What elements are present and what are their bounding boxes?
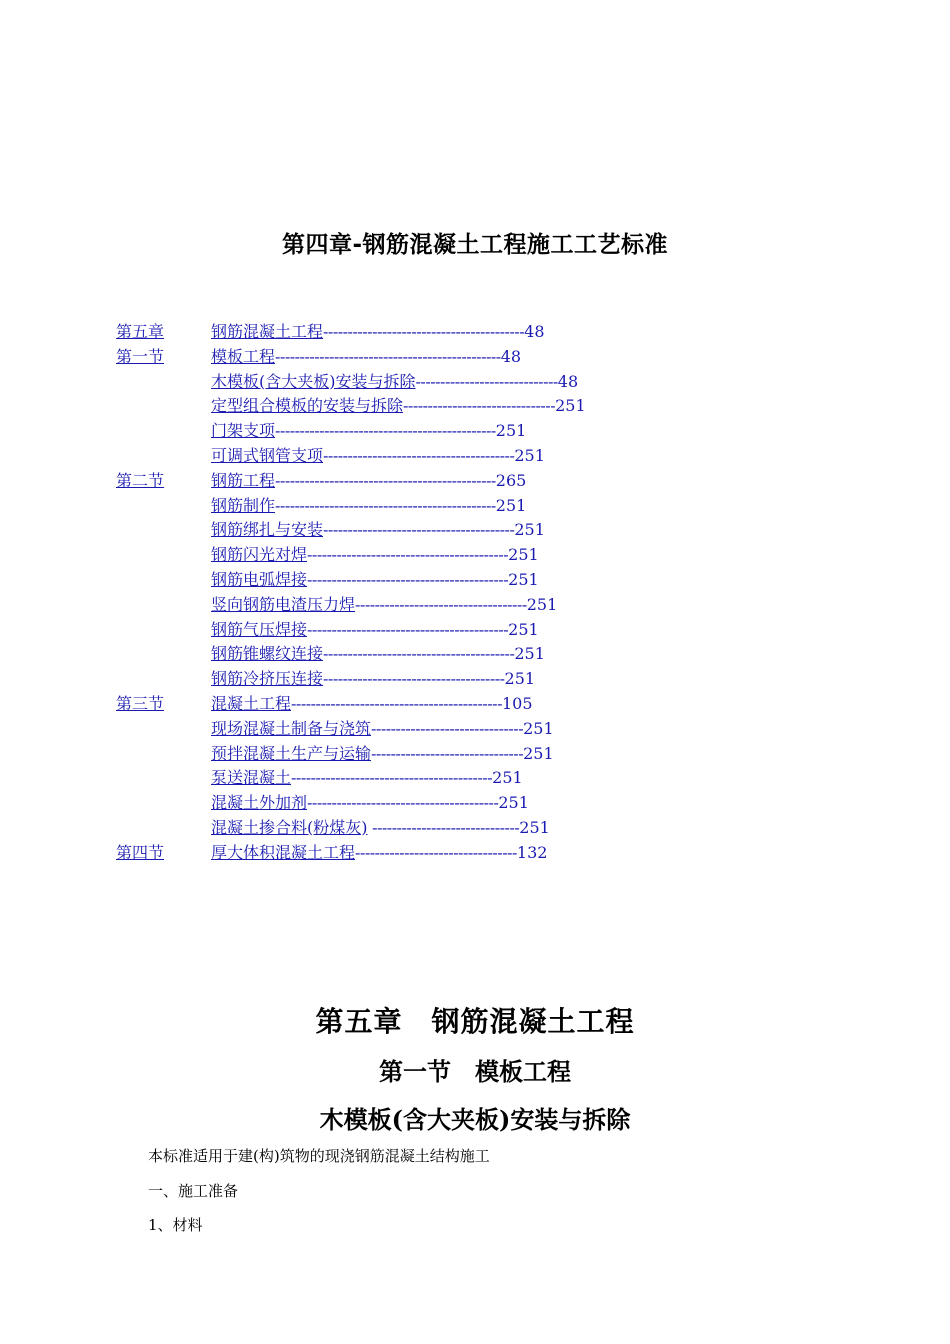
toc-leader-dashes: ------------------------------------------- (291, 693, 502, 713)
toc-item-page: 251 (526, 594, 558, 614)
toc-item-title[interactable]: 钢筋锥螺纹连接 (211, 644, 324, 664)
toc-item-label[interactable]: 第二节 (116, 470, 165, 490)
toc-item-title[interactable]: 模板工程 (211, 346, 276, 366)
toc-item-title[interactable]: 现场混凝土制备与浇筑 (211, 718, 372, 738)
section-heading: 第一节 模板工程 (379, 1057, 571, 1086)
toc-leader-dashes: ------------------------------ (367, 817, 520, 837)
toc-leader-dashes: ------------------------------- (371, 743, 524, 763)
toc-item-page: 251 (514, 520, 545, 540)
toc-item-title[interactable]: 钢筋制作 (211, 495, 276, 515)
toc-item-title[interactable]: 钢筋闪光对焊 (211, 545, 308, 565)
toc-leader-dashes: ----------------------------------------- (291, 768, 493, 788)
toc-item-title[interactable]: 混凝土外加剂 (211, 793, 308, 813)
toc-leader-dashes: ----------------------------------------- (307, 619, 509, 639)
toc-item-page: 48 (524, 322, 545, 341)
toc-item-entry[interactable] (211, 593, 557, 618)
toc-leader-dashes: ---------------------------------------------- (275, 346, 501, 366)
toc-item-label[interactable]: 第五章 (116, 322, 165, 341)
toc-item-page: 251 (492, 768, 523, 788)
toc-item-title[interactable]: 混凝土掺合料(粉煤灰) (211, 817, 368, 837)
toc-leader-dashes: --------------------------------------- (323, 644, 515, 664)
toc-leader-dashes: ------------------------------- (371, 718, 524, 738)
toc-item-entry[interactable] (211, 469, 526, 494)
toc-item-page: 251 (514, 445, 545, 465)
toc-item-entry[interactable] (211, 667, 535, 692)
toc-item-entry[interactable] (211, 320, 545, 345)
chapter-heading: 第五章 钢筋混凝土工程 (315, 1005, 635, 1038)
toc-item-page: 251 (508, 569, 539, 589)
toc-item-entry[interactable] (211, 717, 554, 742)
toc-item-entry[interactable] (211, 742, 554, 767)
toc-item-title[interactable]: 门架支项 (211, 421, 276, 441)
toc-item-page: 251 (523, 743, 554, 763)
toc-item-entry[interactable] (211, 791, 529, 816)
toc-item-entry[interactable] (211, 518, 545, 543)
toc-item-title[interactable]: 钢筋气压焊接 (211, 619, 308, 639)
toc-leader-dashes: ----------------------------------------- (323, 322, 525, 341)
toc-item-label[interactable]: 第四节 (116, 842, 165, 862)
toc-item-entry[interactable] (211, 841, 547, 866)
toc-item-title[interactable]: 钢筋工程 (211, 470, 276, 490)
toc-item-title[interactable]: 钢筋冷挤压连接 (211, 669, 324, 689)
toc-leader-dashes: ----------------------------------------- (307, 545, 509, 565)
toc-item-entry[interactable] (211, 494, 526, 519)
toc-item-entry[interactable] (211, 419, 526, 444)
toc-item-entry[interactable] (211, 766, 523, 791)
toc-item-page: 251 (523, 718, 554, 738)
toc-item-page: 265 (495, 470, 527, 490)
toc-item-entry[interactable] (211, 816, 550, 841)
toc-item-entry[interactable] (211, 370, 578, 395)
toc-item-entry[interactable] (211, 394, 586, 419)
body-paragraph: 一、施工准备 (148, 1182, 239, 1200)
toc-item-page: 251 (514, 644, 545, 664)
toc-item-label[interactable]: 第一节 (116, 346, 165, 366)
toc-leader-dashes: --------------------------------------- (323, 520, 515, 540)
toc-item-title[interactable]: 钢筋绑扎与安装 (211, 520, 324, 540)
toc-leader-dashes: ----------------------------------------- (307, 569, 509, 589)
toc-item-page: 251 (504, 669, 536, 689)
toc-leader-dashes: --------------------------------------- (307, 793, 499, 813)
toc-item-page: 251 (495, 421, 527, 441)
toc-item-title[interactable]: 竖向钢筋电渣压力焊 (211, 594, 356, 614)
toc-item-title[interactable]: 钢筋电弧焊接 (211, 569, 308, 589)
toc-item-page: 48 (557, 371, 579, 391)
document-title: 第四章-钢筋混凝土工程施工工艺标准 (281, 232, 669, 258)
toc-item-title[interactable]: 厚大体积混凝土工程 (211, 842, 356, 862)
toc-leader-dashes: --------------------------------------------- (275, 470, 496, 490)
toc-item-page: 251 (519, 817, 550, 837)
toc-item-entry[interactable] (211, 543, 539, 568)
subsection-heading: 木模板(含大夹板)安装与拆除 (319, 1105, 631, 1134)
toc-leader-dashes: ------------------------------------- (323, 669, 505, 689)
toc-item-title[interactable]: 泵送混凝土 (211, 768, 292, 788)
toc-leader-dashes: ----------------------------- (415, 371, 558, 391)
toc-item-entry[interactable] (211, 642, 545, 667)
toc-item-title[interactable]: 定型组合模板的安装与拆除 (211, 396, 404, 416)
toc-leader-dashes: --------------------------------------------- (275, 421, 496, 441)
toc-item-page: 132 (516, 842, 548, 862)
toc-item-page: 251 (495, 495, 527, 515)
toc-leader-dashes: ----------------------------------- (355, 594, 527, 614)
toc-item-entry[interactable] (211, 444, 545, 469)
toc-item-page: 105 (501, 693, 533, 713)
body-paragraph: 本标准适用于建(构)筑物的现浇钢筋混凝土结构施工 (148, 1147, 490, 1165)
toc-item-title[interactable]: 可调式钢管支项 (211, 445, 324, 465)
toc-item-page: 251 (498, 793, 529, 813)
toc-leader-dashes: --------------------------------- (355, 842, 517, 862)
toc-item-entry[interactable] (211, 692, 533, 717)
toc-item-page: 48 (500, 346, 522, 366)
toc-item-title[interactable]: 混凝土工程 (211, 693, 292, 713)
toc-item-entry[interactable] (211, 568, 539, 593)
toc-item-page: 251 (508, 619, 539, 639)
toc-item-entry[interactable] (211, 345, 521, 370)
toc-item-title[interactable]: 预拌混凝土生产与运输 (211, 743, 372, 763)
toc-item-entry[interactable] (211, 618, 539, 643)
toc-leader-dashes: --------------------------------------- (323, 445, 515, 465)
body-paragraph: 1、材料 (148, 1216, 203, 1234)
toc-item-label[interactable]: 第三节 (116, 693, 165, 713)
toc-item-page: 251 (555, 396, 586, 416)
toc-leader-dashes: --------------------------------------------- (275, 495, 496, 515)
toc-item-page: 251 (508, 545, 539, 565)
toc-leader-dashes: ------------------------------- (403, 396, 556, 416)
toc-item-title[interactable]: 木模板(含大夹板)安装与拆除 (211, 371, 416, 391)
toc-item-title[interactable]: 钢筋混凝土工程 (211, 322, 324, 341)
